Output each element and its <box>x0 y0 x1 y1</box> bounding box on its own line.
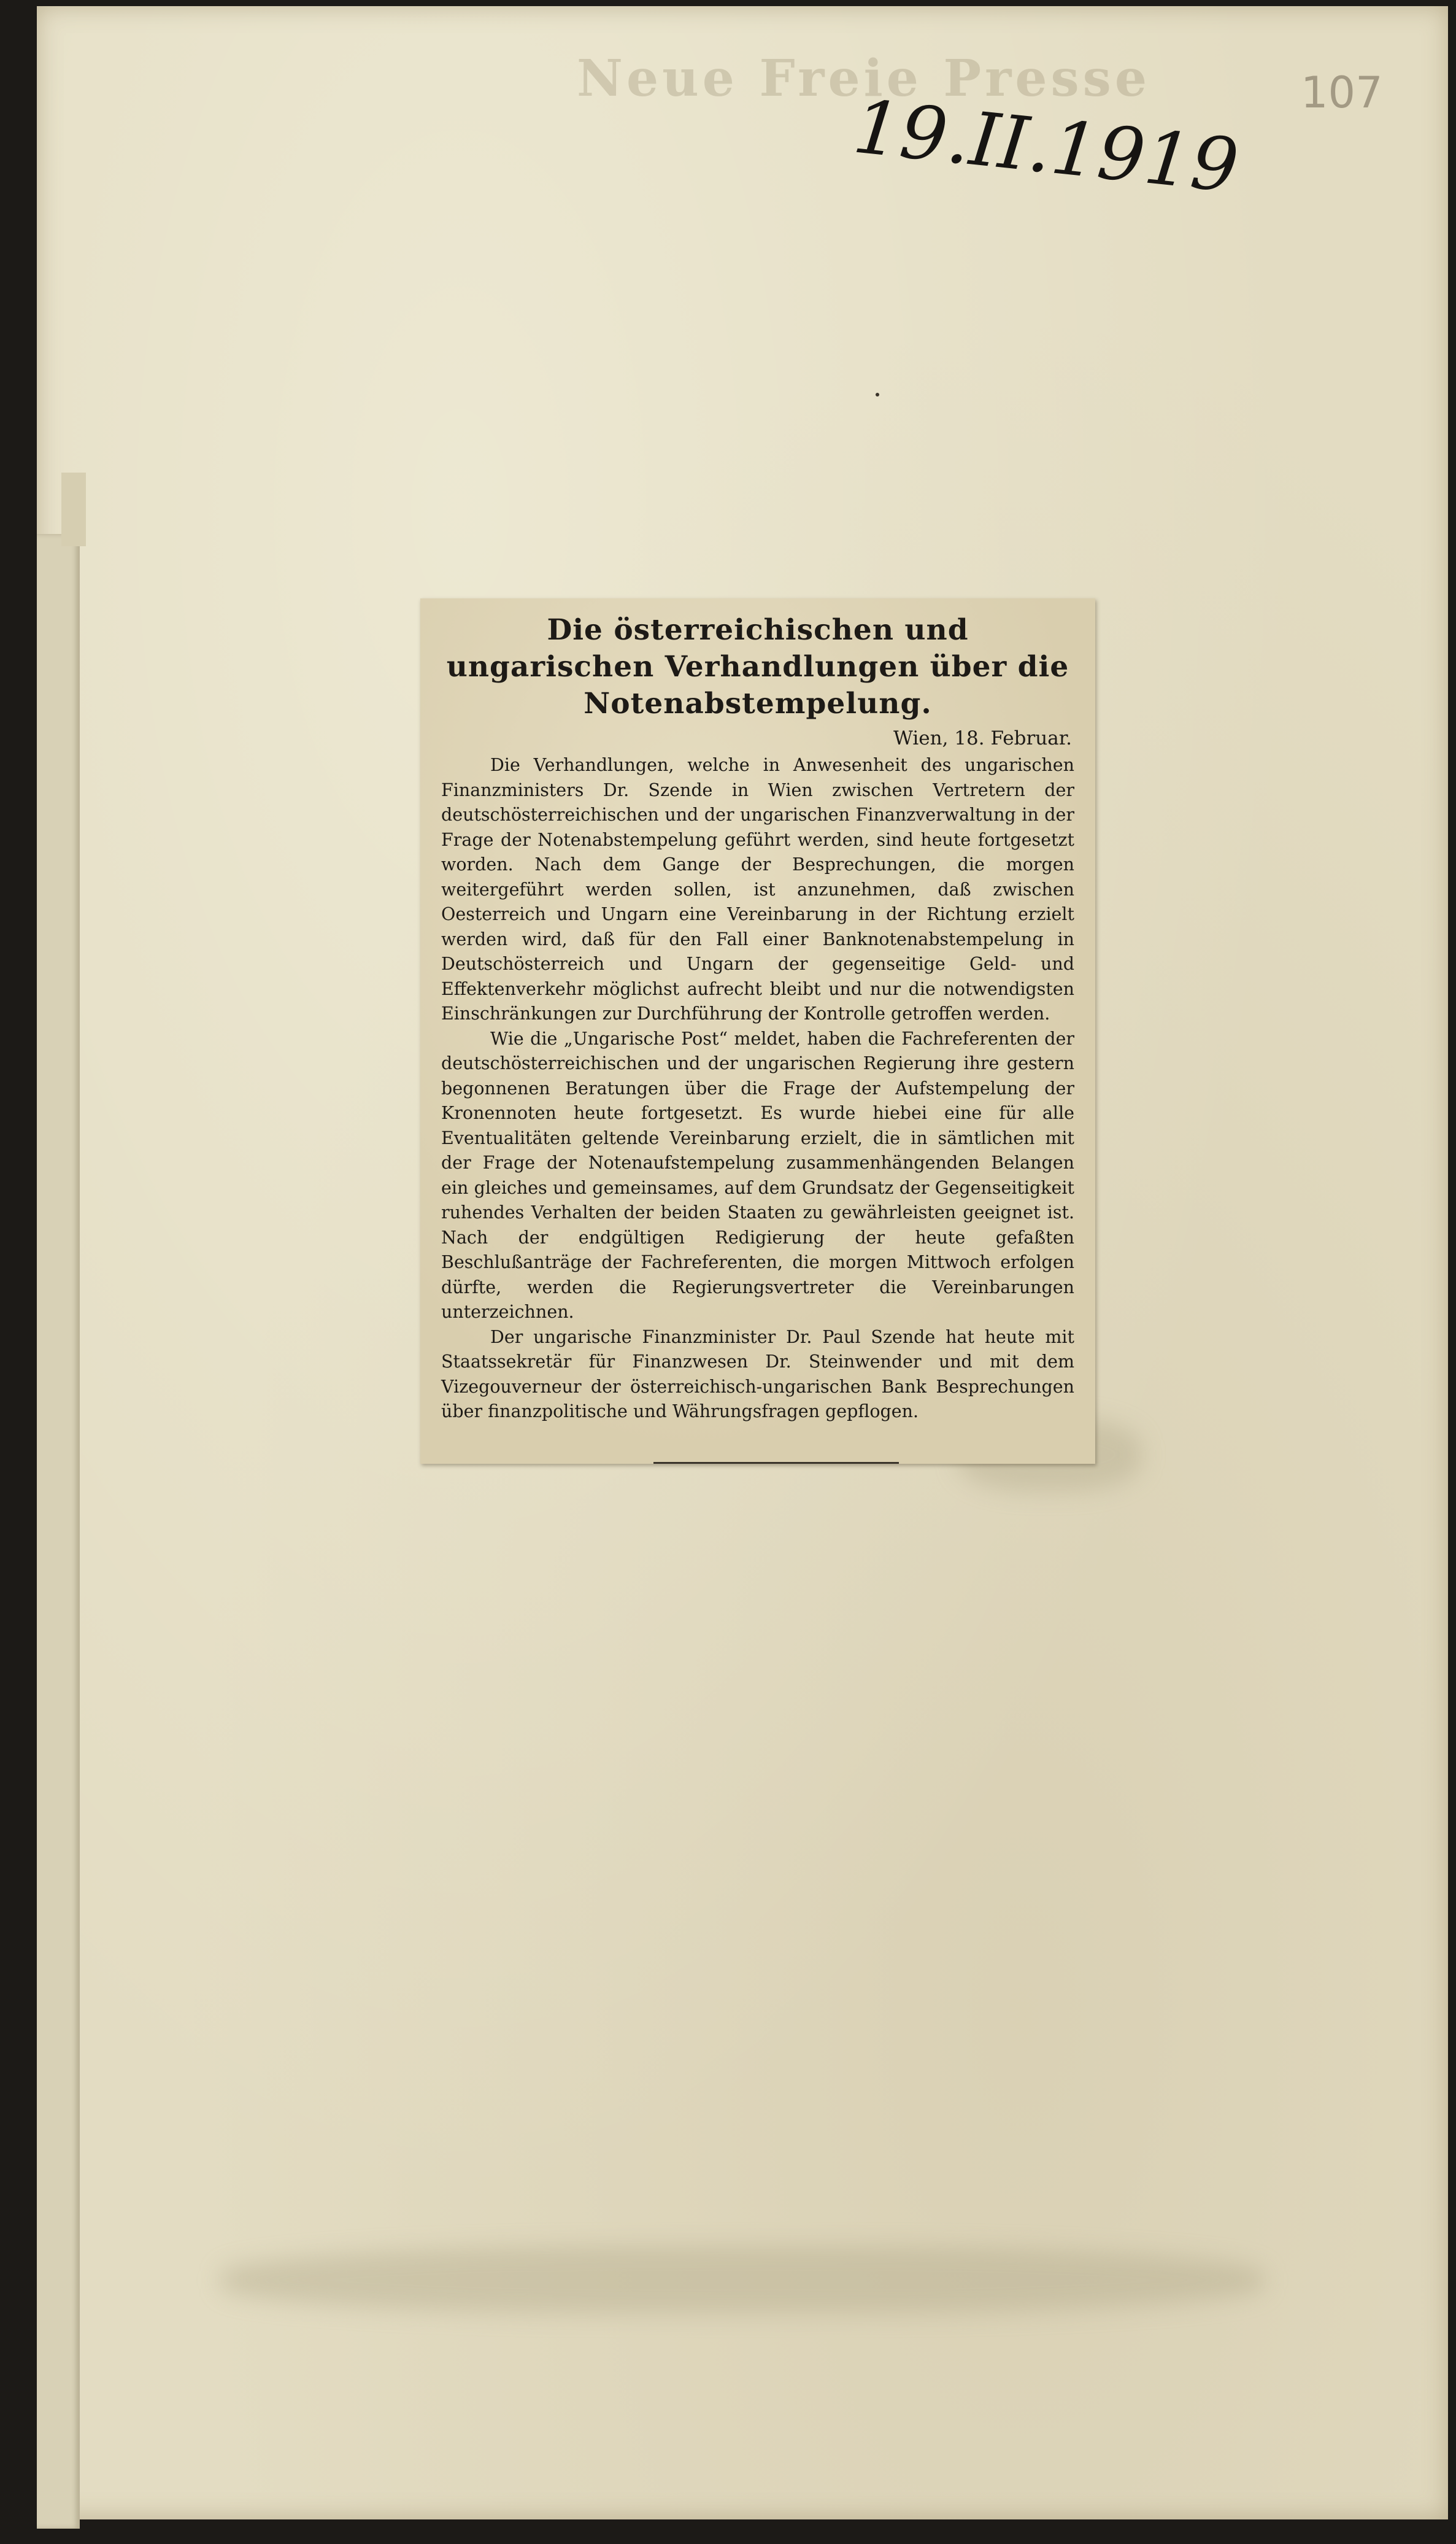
archive-sheet <box>37 6 1448 2519</box>
article-headline: Die österreichischen und ungarischen Verhandlungen über die Notenabstempelung. <box>446 613 1069 721</box>
newspaper-clipping <box>420 598 1095 1464</box>
article-dateline: Wien, 18. Februar. <box>893 727 1072 749</box>
torn-edge <box>61 473 86 546</box>
article-paragraph: Der ungarische Finanzminister Dr. Paul Szende hat heute mit Staatssekretär für Finanzwesen Dr. Steinwender und mit dem Vizegouverneur der österreichisch-ungarischen Bank Besprechungen über finanzpolitische und Währungsfragen gepflogen. <box>441 1326 1074 1421</box>
paper-stain <box>221 2246 1264 2314</box>
article-paragraph: Die Verhandlungen, welche in Anwesenheit des ungarischen Finanzministers Dr. Szende in Wien zwischen Vertretern der deutschösterreichischen und der ungarischen Finanzverwaltung in der Frage der Notenabstempelung geführt werden, sind heute fortgesetzt worden. Nach dem Gange der Besprechungen, die morgen weitergeführt werden sollen, ist anzunehmen, daß zwischen Oesterreich und Ungarn eine Vereinbarung in der Richtung erzielt werden wird, daß für den Fall einer Banknotenabstempelung in Deutschösterreich und Ungarn der gegenseitige Geld- und Effektenverkehr möglichst aufrecht bleibt und nur die notwendigsten Einschränkungen zur Durchführung der Kontrolle getroffen werden. <box>441 755 1074 1024</box>
handwritten-date: 19.II.1919 <box>849 84 1242 210</box>
article-paragraph: Wie die „Ungarische Post“ meldet, haben die Fachreferenten der deutschösterreichischen und der ungarischen Regierung ihre gestern begonnenen Beratungen über die Frage der Aufstempelung der Kronennoten heute fortgesetzt. Es wurde hiebei eine für alle Eventualitäten geltende Vereinbarung erzielt, die in sämtlichen mit der Frage der Notenaufstempelung zusammenhängenden Belangen ein gleiches und gemeinsames, auf dem Grundsatz der Gegenseitigkeit ruhendes Verhalten der beiden Staaten zu gewährleisten geeignet ist. Nach der endgültigen Redigierung der heute gefaßten Beschlußanträge der Fachreferenten, die morgen Mittwoch erfolgen dürfte, werden die Regierungsvertreter die Vereinbarungen unterzeichnen. <box>441 1028 1074 1322</box>
mounting-strip <box>37 534 80 2529</box>
newspaper-stamp: Neue Freie Presse <box>577 49 1151 108</box>
column-rule <box>653 1462 899 1464</box>
paper-speck <box>876 393 879 396</box>
page-number: 107 <box>1301 68 1383 118</box>
